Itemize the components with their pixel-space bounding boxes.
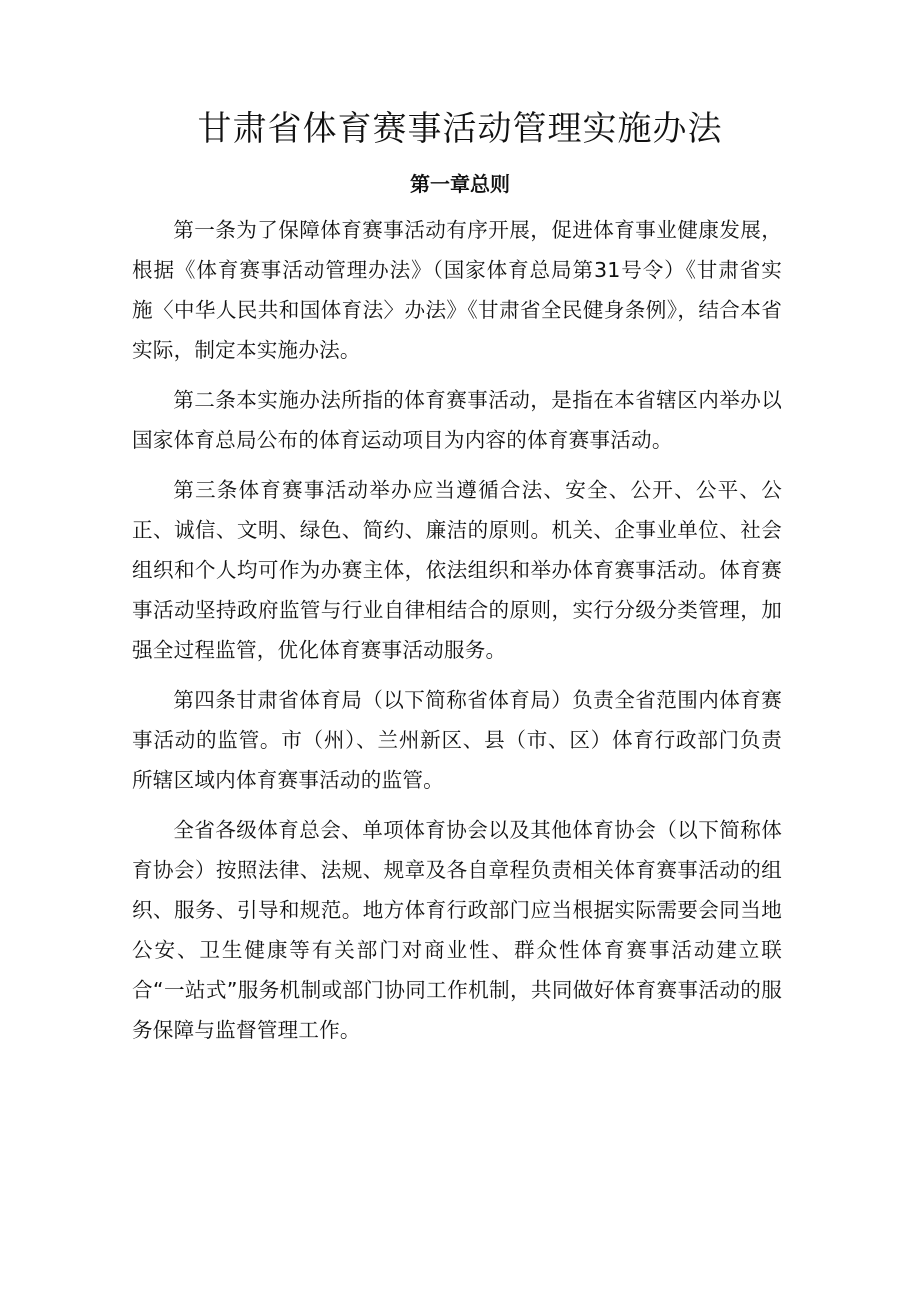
article-2-paragraph: 第二条本实施办法所指的体育赛事活动，是指在本省辖区内举办以国家体育总局公布的体育运动项目为内容的体育赛事活动。 [132, 388, 782, 452]
article-1-paragraph: 第一条为了保障体育赛事活动有序开展，促进体育事业健康发展，根据《体育赛事活动管理办法》（国家体育总局第31号令）《甘肃省实施〈中华人民共和国体育法〉办法》《甘肃省全民健身条例》，结合本省实际，制定本实施办法。 [132, 218, 782, 362]
article-3-paragraph: 第三条体育赛事活动举办应当遵循合法、安全、公开、公平、公正、诚信、文明、绿色、简约、廉洁的原则。机关、企事业单位、社会组织和个人均可作为办赛主体，依法组织和举办体育赛事活动。体育赛事活动坚持政府监管与行业自律相结合的原则，实行分级分类管理，加强全过程监管，优化体育赛事活动服务。 [132, 478, 782, 662]
article-4-continuation-paragraph: 全省各级体育总会、单项体育协会以及其他体育协会（以下简称体育协会）按照法律、法规、规章及各自章程负责相关体育赛事活动的组织、服务、引导和规范。地方体育行政部门应当根据实际需要会同当地公安、卫生健康等有关部门对商业性、群众性体育赛事活动建立联合“一站式”服务机制或部门协同工作机制，共同做好体育赛事活动的服务保障与监督管理工作。 [132, 818, 782, 1042]
article-4-paragraph: 第四条甘肃省体育局（以下简称省体育局）负责全省范围内体育赛事活动的监管。市（州）、兰州新区、县（市、区）体育行政部门负责所辖区域内体育赛事活动的监管。 [132, 688, 782, 792]
chapter-heading: 第一章总则 [410, 172, 510, 196]
document-title: 甘肃省体育赛事活动管理实施办法 [197, 109, 723, 149]
document-body [132, 210, 782, 1060]
